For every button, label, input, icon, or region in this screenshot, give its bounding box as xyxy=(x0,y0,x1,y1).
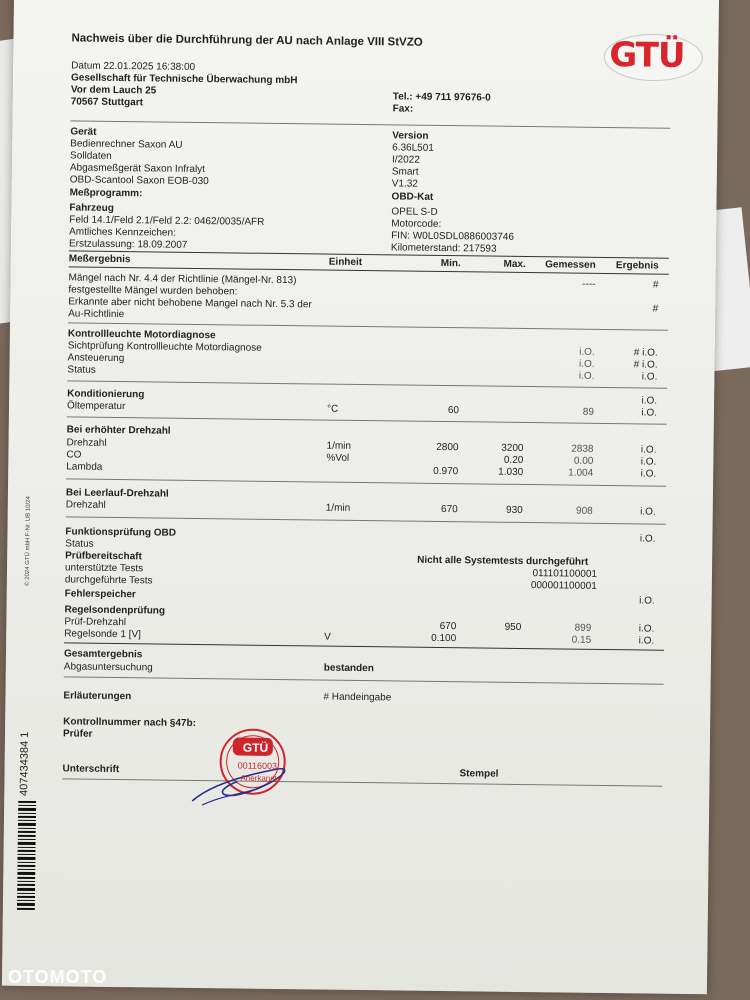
vehicle-erstzulassung: Erstzulassung: 18.09.2007 xyxy=(68,238,188,251)
erhoeht-min: 0.970 xyxy=(433,465,459,478)
geraet-value: Smart xyxy=(391,166,419,178)
kontrollleuchte-ergebnis: # i.O. xyxy=(633,359,658,371)
leerlauf-ergebnis: i.O. xyxy=(640,506,656,518)
regelsonde-ergebnis: i.O. xyxy=(638,635,655,647)
leerlauf-min: 670 xyxy=(441,503,458,516)
konditionierung-heading: Konditionierung xyxy=(67,388,145,401)
erlaeuterungen-label: Erläuterungen xyxy=(63,690,132,703)
kontrollleuchte-label: Sichtprüfung Kontrollleuchte Motordiagnose xyxy=(67,340,262,354)
maengel-ergebnis-2: # xyxy=(652,303,659,315)
regelsondenpruefung-heading: Regelsondenprüfung xyxy=(64,604,166,617)
oeltemperatur-label: Öltemperatur xyxy=(66,400,126,413)
regelsonde-gemessen: 0.15 xyxy=(571,634,592,646)
erhoeht-label: CO xyxy=(66,449,82,461)
unterstuetzte-tests-value: 011101100001 xyxy=(532,568,598,580)
gtue-logo-text: GTÜ xyxy=(609,35,685,76)
geraet-value: V1.32 xyxy=(391,178,418,190)
erhoeht-ergebnis: i.O. xyxy=(640,456,657,468)
telephone: Tel.: +49 711 97676-0 xyxy=(392,91,491,104)
leerlauf-unit: 1/min xyxy=(325,502,351,514)
maengel-text-3: Erkannte aber nicht behobene Mangel nach Nr. 5.3 der xyxy=(68,296,312,311)
erhoeht-max: 3200 xyxy=(501,442,524,454)
column-header-max: Max. xyxy=(503,258,526,271)
column-header-messergebnis: Meßergebnis xyxy=(68,253,131,266)
durchgefuehrte-tests-label: durchgeführte Tests xyxy=(64,574,153,587)
leerlauf-max: 930 xyxy=(506,504,523,516)
kontrollleuchte-heading: Kontrollleuchte Motordiagnose xyxy=(67,328,216,342)
kontrollleuchte-ergebnis: # i.O. xyxy=(633,347,658,359)
column-header-ergebnis: Ergebnis xyxy=(615,260,659,272)
erhoeht-max: 1.030 xyxy=(498,466,524,478)
pruefbereitschaft-label: Prüfbereitschaft xyxy=(65,550,142,563)
vehicle-motorcode: Motorcode: xyxy=(391,218,442,230)
obd-heading: Funktionsprüfung OBD xyxy=(65,526,177,539)
geraet-value: I/2022 xyxy=(391,154,420,166)
regelsonde-label: Regelsonde 1 [V] xyxy=(64,628,142,641)
pruef-drehzahl-min: 670 xyxy=(439,620,457,633)
version-heading: Version xyxy=(392,130,429,142)
erhoeht-ergebnis: i.O. xyxy=(640,468,657,480)
maengel-ergebnis-1: # xyxy=(652,279,659,291)
pruefbereitschaft-value: Nicht alle Systemtests durchgeführt xyxy=(417,554,589,568)
pruef-drehzahl-ergebnis: i.O. xyxy=(638,623,655,635)
erhoeht-unit: %Vol xyxy=(326,452,350,464)
organisation-street: Vor dem Lauch 25 xyxy=(70,84,157,97)
regelsonde-min: 0.100 xyxy=(431,632,457,645)
organisation-city: 70567 Stuttgart xyxy=(70,96,144,109)
oeltemperatur-unit: °C xyxy=(326,403,339,415)
regelsonde-unit: V xyxy=(324,631,331,643)
vehicle-make: OPEL S-D xyxy=(391,206,438,218)
vehicle-fin: FIN: W0L0SDL0886003746 xyxy=(391,230,515,243)
oeltemperatur-min: 60 xyxy=(447,405,460,417)
erhoeht-unit: 1/min xyxy=(326,440,352,452)
erhoeht-gemessen: 2838 xyxy=(571,443,594,455)
datum: Datum 22.01.2025 16:38:00 xyxy=(71,60,196,73)
erhoeht-gemessen: 1.004 xyxy=(568,467,594,479)
stamp-ring-text: Anerkannt xyxy=(240,773,277,784)
fax: Fax: xyxy=(392,103,414,115)
kontrollleuchte-label: Ansteuerung xyxy=(67,352,125,365)
document-title: Nachweis über die Durchführung der AU nach Anlage VIII StVZO xyxy=(71,32,423,49)
geraet-label: Solldaten xyxy=(69,150,112,162)
pruef-drehzahl-label: Prüf-Drehzahl xyxy=(64,616,127,629)
gesamtergebnis-heading: Gesamtergebnis xyxy=(63,648,143,661)
leerlauf-heading: Bei Leerlauf-Drehzahl xyxy=(65,487,169,500)
kontrollleuchte-gemessen: i.O. xyxy=(579,346,595,358)
kontrollnummer-label: Kontrollnummer nach §47b: xyxy=(63,716,197,730)
abgasuntersuchung-label: Abgasuntersuchung xyxy=(63,661,153,674)
geraet-value: 6.36L501 xyxy=(392,142,434,154)
maengel-text-4: Au-Richtlinie xyxy=(68,308,125,321)
unterschrift-label: Unterschrift xyxy=(62,763,120,776)
oeltemperatur-ergebnis: i.O. xyxy=(641,407,658,419)
kontrollleuchte-gemessen: i.O. xyxy=(578,358,595,370)
column-header-einheit: Einheit xyxy=(328,256,363,269)
stamp-number: 00116003 xyxy=(237,760,278,772)
fahrzeug-heading: Fahrzeug xyxy=(69,202,114,214)
messprogramm-value: OBD-Kat xyxy=(391,191,434,203)
stamp-logo-text: GTÜ xyxy=(242,740,269,755)
pruef-drehzahl-gemessen: 899 xyxy=(574,622,592,634)
geraet-label: OBD-Scantool Saxon EOB-030 xyxy=(69,174,209,188)
erhoehte-drehzahl-heading: Bei erhöhter Drehzahl xyxy=(66,424,171,437)
unterstuetzte-tests-label: unterstützte Tests xyxy=(64,562,144,575)
column-header-min: Min. xyxy=(440,257,461,270)
geraet-label: Abgasmeßgerät Saxon Infralyt xyxy=(69,162,206,176)
durchgefuehrte-tests-value: 000001100001 xyxy=(530,580,597,592)
maengel-gemessen: ---- xyxy=(582,278,596,290)
copyright-vertical: © 2024 GTÜ mbH F-Nr. UB 10/24 xyxy=(24,496,32,586)
vehicle-kennzeichen: Amtliches Kennzeichen: xyxy=(69,226,176,239)
erhoeht-label: Drehzahl xyxy=(66,437,107,449)
vehicle-kilometerstand: Kilometerstand: 217593 xyxy=(390,242,497,255)
maengel-text-2: festgestellte Mängel wurden behoben: xyxy=(68,284,238,298)
erhoeht-max: 0.20 xyxy=(503,454,524,466)
gesamtergebnis-value: bestanden xyxy=(323,662,374,675)
kontrollleuchte-gemessen: i.O. xyxy=(578,370,595,382)
geraet-label: Bedienrechner Saxon AU xyxy=(70,138,183,151)
pruef-drehzahl-max: 950 xyxy=(504,621,522,633)
oeltemperatur-gemessen: 89 xyxy=(582,406,595,418)
vehicle-feld: Feld 14.1/Feld 2.1/Feld 2.2: 0462/0035/AFR xyxy=(69,214,265,228)
konditionierung-heading-ergebnis: i.O. xyxy=(641,395,658,407)
obd-status-label: Status xyxy=(65,538,94,550)
fehlerspeicher-label: Fehlerspeicher xyxy=(64,588,136,601)
messprogramm-label: Meßprogramm: xyxy=(69,187,143,200)
document-number-vertical: 407434384 1 xyxy=(18,731,32,796)
maengel-text-1: Mängel nach Nr. 4.4 der Richtlinie (Mängel-Nr. 813) xyxy=(68,272,297,287)
otomoto-watermark: OTOMOTO xyxy=(8,967,108,987)
pruefer-label: Prüfer xyxy=(62,728,93,740)
kontrollleuchte-ergebnis: i.O. xyxy=(641,371,658,383)
erlaeuterungen-value: # Handeingabe xyxy=(323,691,392,704)
leerlauf-gemessen: 908 xyxy=(576,505,593,517)
fehlerspeicher-ergebnis: i.O. xyxy=(639,595,655,607)
obd-heading-ergebnis: i.O. xyxy=(639,533,656,545)
leerlauf-label: Drehzahl xyxy=(65,499,106,511)
erhoeht-ergebnis: i.O. xyxy=(640,444,657,456)
erhoeht-label: Lambda xyxy=(66,461,103,473)
stempel-label: Stempel xyxy=(459,768,499,780)
barcode-icon xyxy=(17,801,36,911)
geraet-heading: Gerät xyxy=(70,126,97,138)
kontrollleuchte-label: Status xyxy=(67,364,96,376)
erhoeht-min: 2800 xyxy=(436,441,459,454)
erhoeht-gemessen: 0.00 xyxy=(573,455,594,467)
column-header-gemessen: Gemessen xyxy=(545,259,596,271)
organisation-name: Gesellschaft für Technische Überwachung mbH xyxy=(70,72,298,87)
au-certificate-paper xyxy=(2,0,719,994)
